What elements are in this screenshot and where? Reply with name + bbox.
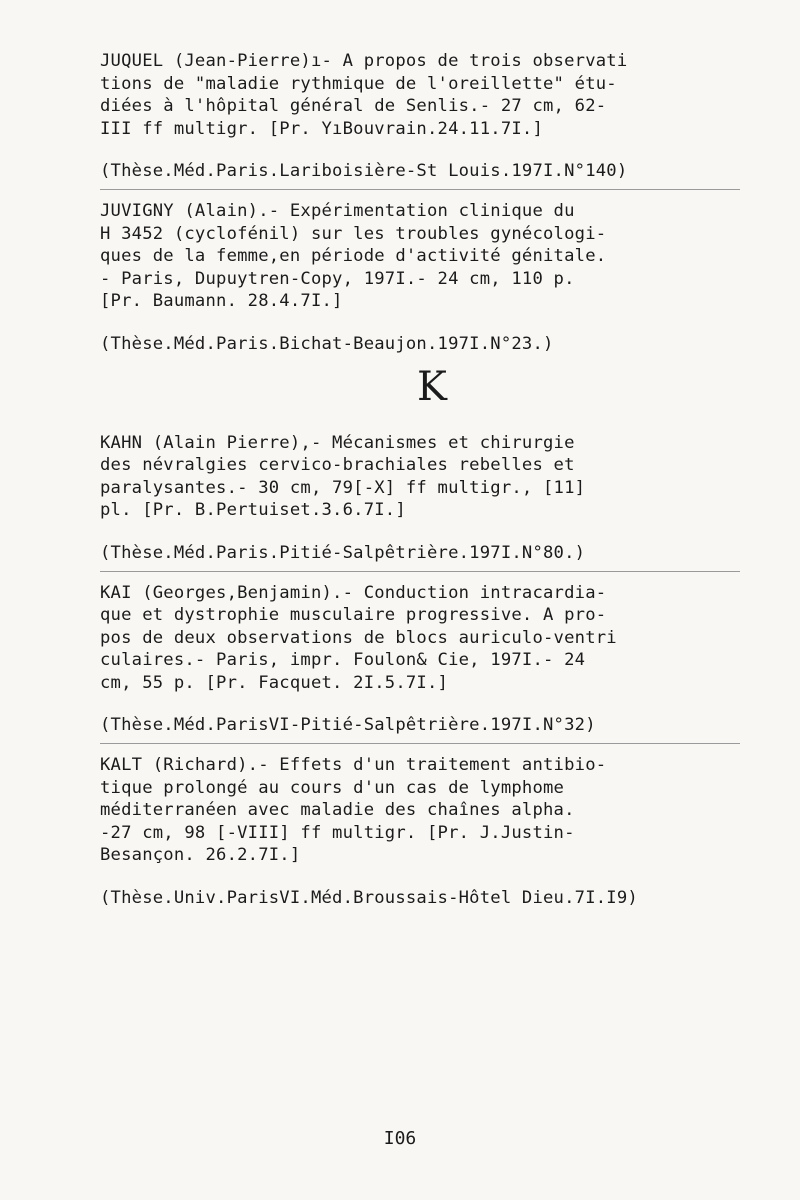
entry-source: (Thèse.Méd.Paris.Bichat-Beaujon.197I.N°23.): [100, 333, 554, 354]
entry-line: paralysantes.- 30 cm, 79[-X] ff multigr., [11]: [100, 477, 586, 498]
entry-kahn: [100, 432, 740, 522]
entry-line: pos de deux observations de blocs auriculo-ventri: [100, 627, 617, 648]
entry-line: JUQUEL (Jean-Pierre)ı- A propos de trois observati: [100, 51, 628, 71]
entry-line: KAHN (Alain Pierre),- Mécanismes et chirurgie: [100, 432, 575, 453]
entry-line: des névralgies cervico-brachiales rebelles et: [100, 455, 575, 476]
entry-line: H 3452 (cyclofénil) sur les troubles gynécologi-: [100, 223, 607, 244]
section-letter: K: [417, 363, 447, 410]
entry-line: ques de la femme,en période d'activité génitale.: [100, 246, 607, 267]
entry-line: JUVIGNY (Alain).- Expérimentation clinique du: [100, 200, 575, 221]
entry-line: tique prolongé au cours d'un cas de lymphome: [100, 777, 565, 798]
entry-source: (Thèse.Univ.ParisVI.Méd.Broussais-Hôtel Dieu.7I.I9): [100, 888, 638, 909]
entry-line: culaires.- Paris, impr. Foulon& Cie, 197I.- 24: [100, 650, 586, 671]
entry-line: KALT (Richard).- Effets d'un traitement antibio-: [100, 755, 607, 776]
entry-juquel: [100, 50, 740, 140]
entry-line: pl. [Pr. B.Pertuiset.3.6.7I.]: [100, 500, 406, 521]
entry-line: que et dystrophie musculaire progressive. A pro-: [100, 605, 607, 626]
bibliography-entries: [100, 50, 740, 910]
entry-kalt: [100, 754, 740, 867]
page-number: I06: [383, 1128, 417, 1149]
entry-line: diées à l'hôpital général de Senlis.- 27 cm, 62-: [100, 96, 607, 117]
entry-line: KAI (Georges,Benjamin).- Conduction intracardia-: [100, 582, 607, 603]
entry-line: cm, 55 p. [Pr. Facquet. 2I.5.7I.]: [100, 672, 449, 693]
entry-kai: [100, 582, 740, 695]
entry-line: méditerranéen avec maladie des chaînes alpha.: [100, 800, 575, 821]
entry-source: (Thèse.Méd.ParisVI-Pitié-Salpêtrière.197I.N°32): [100, 714, 740, 744]
entry-line: III ff multigr. [Pr. YıBouvrain.24.11.7I.]: [100, 118, 544, 139]
entry-line: Besançon. 26.2.7I.]: [100, 845, 301, 866]
entry-line: tions de "maladie rythmique de l'oreillette" étu-: [100, 73, 617, 94]
entry-source: (Thèse.Méd.Paris.Lariboisière-St Louis.197I.N°140): [100, 160, 740, 190]
entry-line: [Pr. Baumann. 28.4.7I.]: [100, 291, 343, 312]
entry-line: -27 cm, 98 [-VIII] ff multigr. [Pr. J.Justin-: [100, 822, 575, 843]
entry-source: (Thèse.Méd.Paris.Pitié-Salpêtrière.197I.N°80.): [100, 542, 740, 572]
entry-juvigny: [100, 200, 740, 313]
entry-line: - Paris, Dupuytren-Copy, 197I.- 24 cm, 110 p.: [100, 268, 575, 289]
